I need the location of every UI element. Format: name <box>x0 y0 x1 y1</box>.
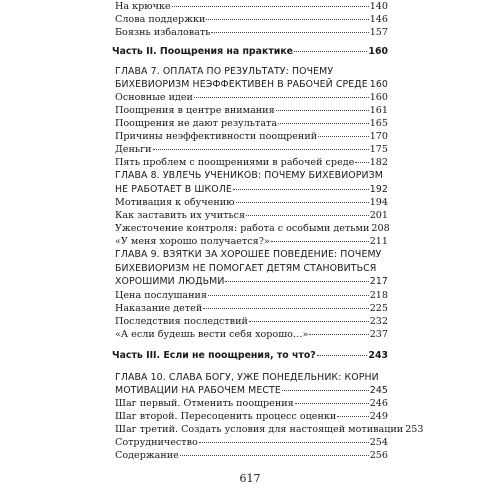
toc-chapter-line: ГЛАВА 7. ОПЛАТА ПО РЕЗУЛЬТАТУ: ПОЧЕМУ <box>115 66 334 77</box>
toc-entry-title: МОТИВАЦИИ НА РАБОЧЕМ МЕСТЕ <box>115 385 281 396</box>
dot-leader <box>278 123 369 124</box>
toc-entry-title: Часть III. Если не поощрения, то что? <box>112 350 316 361</box>
toc-entry-page: 218 <box>369 290 388 301</box>
toc-entry-title: Поощрения в центре внимания <box>115 105 275 116</box>
toc-entry-page: 160 <box>369 92 388 103</box>
toc-entry-title: Ужесточение контроля: работа с особыми детьми <box>115 223 370 234</box>
dot-leader <box>249 321 369 322</box>
dot-leader <box>208 295 369 296</box>
toc-entry-page: 245 <box>369 385 388 396</box>
toc-entry-page: 237 <box>369 329 388 340</box>
dot-leader <box>194 97 369 98</box>
toc-part-heading <box>112 350 388 361</box>
toc-entry-title: Шаг третий. Создать условия для настоящей мотивации <box>115 424 404 435</box>
toc-entry-page: 192 <box>369 184 388 195</box>
toc-chapter-line: ГЛАВА 8. УВЛЕЧЬ УЧЕНИКОВ: ПОЧЕМУ БИХЕВИОРИЗМ <box>115 170 383 181</box>
toc-entry-page: 253 <box>405 424 424 435</box>
dot-leader <box>203 308 368 309</box>
dot-leader <box>211 32 368 33</box>
toc-entry-page: 225 <box>369 303 388 314</box>
toc-entry-page: 140 <box>369 1 388 12</box>
toc-entry-title: Содержание <box>115 450 179 461</box>
dot-leader <box>271 241 369 242</box>
toc-entry-page: 243 <box>368 350 388 361</box>
toc-entry-title: Шаг первый. Отменить поощрения <box>115 398 294 409</box>
toc-entry-title: Цена послушания <box>115 290 207 301</box>
dot-leader <box>295 403 369 404</box>
toc-entry-title: БИХЕВИОРИЗМ НЕЭФФЕКТИВЕН В РАБОЧЕЙ СРЕДЕ <box>115 79 368 90</box>
toc-entry-title: Причины неэффективности поощрений <box>115 131 318 142</box>
dot-leader <box>355 162 368 163</box>
toc-entry-title: Пять проблем с поощрениями в рабочей среде <box>115 157 355 168</box>
dot-leader <box>282 390 369 391</box>
toc-chapter-heading <box>115 385 388 396</box>
toc-entry <box>115 424 424 435</box>
toc-entry-page: 146 <box>369 14 388 25</box>
dot-leader <box>206 19 368 20</box>
toc-entry-title: Слова поддержки <box>115 14 206 25</box>
toc-entry-title: Шаг второй. Пересоценить процесс оценки <box>115 411 337 422</box>
dot-leader <box>294 51 367 52</box>
toc-entry <box>115 236 388 247</box>
toc-entry-page: 165 <box>369 118 388 129</box>
toc-entry-title: Как заставить их учиться <box>115 210 246 221</box>
toc-entry <box>115 118 388 129</box>
toc-entry-page: 161 <box>369 105 388 116</box>
toc-entry-page: 254 <box>369 437 388 448</box>
toc-entry-page: 217 <box>369 276 388 287</box>
dot-leader <box>337 416 368 417</box>
toc-entry-page: 170 <box>369 131 388 142</box>
toc-entry <box>115 210 388 221</box>
toc-entry <box>115 105 388 116</box>
dot-leader <box>225 281 368 282</box>
toc-entry <box>115 290 388 301</box>
dot-leader <box>172 6 369 7</box>
toc-entry-page: 175 <box>369 144 388 155</box>
toc-entry-title: На крючке <box>115 1 171 12</box>
toc-entry <box>115 92 388 103</box>
dot-leader <box>246 215 369 216</box>
toc-entry-page: 232 <box>369 316 388 327</box>
dot-leader <box>309 334 368 335</box>
toc-entry-title: Наказание детей <box>115 303 203 314</box>
toc-chapter-line: БИХЕВИОРИЗМ НЕ ПОМОГАЕТ ДЕТЯМ СТАНОВИТЬСЯ <box>115 263 377 274</box>
toc-entry <box>115 329 388 340</box>
toc-entry-title: Мотивация к обучению <box>115 197 235 208</box>
toc-entry-page: 249 <box>369 411 388 422</box>
toc-entry-title: Последствия последствий <box>115 316 248 327</box>
toc-entry-page: 211 <box>369 236 388 247</box>
toc-entry-page: 246 <box>369 398 388 409</box>
toc-entry-page: 157 <box>369 27 388 38</box>
toc-entry-title: НЕ РАБОТАЕТ В ШКОЛЕ <box>115 184 232 195</box>
toc-entry-page: 256 <box>369 450 388 461</box>
toc-entry-title: Деньги <box>115 144 152 155</box>
toc-entry-title: Сотрудничество <box>115 437 198 448</box>
toc-chapter-heading <box>115 184 388 195</box>
toc-entry-page: 208 <box>371 223 390 234</box>
toc-entry <box>115 197 388 208</box>
toc-entry-page: 194 <box>369 197 388 208</box>
toc-entry <box>115 303 388 314</box>
toc-part-heading <box>112 46 388 57</box>
toc-entry-title: Основные идеи <box>115 92 193 103</box>
toc-entry <box>115 14 388 25</box>
toc-entry-title: Боязнь избаловать <box>115 27 211 38</box>
toc-entry <box>115 157 388 168</box>
toc-entry-page: 201 <box>369 210 388 221</box>
toc-entry-title: ХОРОШИМИ ЛЮДЬМИ <box>115 276 225 287</box>
toc-entry-page: 160 <box>369 79 388 90</box>
dot-leader <box>233 189 369 190</box>
toc-entry <box>115 223 388 234</box>
dot-leader <box>317 355 368 356</box>
toc-entry-title: «У меня хорошо получается?» <box>115 236 270 247</box>
toc-entry <box>115 27 388 38</box>
toc-entry <box>115 316 388 327</box>
toc-chapter-line: ГЛАВА 10. СЛАВА БОГУ, УЖЕ ПОНЕДЕЛЬНИК: КОРНИ <box>115 372 379 383</box>
toc-chapter-heading <box>115 276 388 287</box>
toc-entry-page: 182 <box>369 157 388 168</box>
toc-chapter-line: ГЛАВА 9. ВЗЯТКИ ЗА ХОРОШЕЕ ПОВЕДЕНИЕ: ПОЧЕМУ <box>115 249 382 260</box>
page-number: 617 <box>239 472 261 485</box>
toc-entry-page: 160 <box>368 46 388 57</box>
toc-entry <box>115 144 388 155</box>
toc-entry-title: Часть II. Поощрения на практике <box>112 46 294 57</box>
dot-leader <box>318 136 369 137</box>
dot-leader <box>153 149 369 150</box>
dot-leader <box>236 202 369 203</box>
toc-entry <box>115 1 388 12</box>
toc-entry <box>115 131 388 142</box>
dot-leader <box>180 455 369 456</box>
toc-entry <box>115 437 388 448</box>
toc-chapter-heading <box>115 79 388 90</box>
toc-entry <box>115 398 388 409</box>
dot-leader <box>276 110 369 111</box>
toc-entry-title: Поощрения не дают результата <box>115 118 278 129</box>
toc-entry-title: «А если будешь вести себя хорошо…» <box>115 329 309 340</box>
toc-entry <box>115 411 388 422</box>
toc-entry <box>115 450 388 461</box>
dot-leader <box>199 442 369 443</box>
